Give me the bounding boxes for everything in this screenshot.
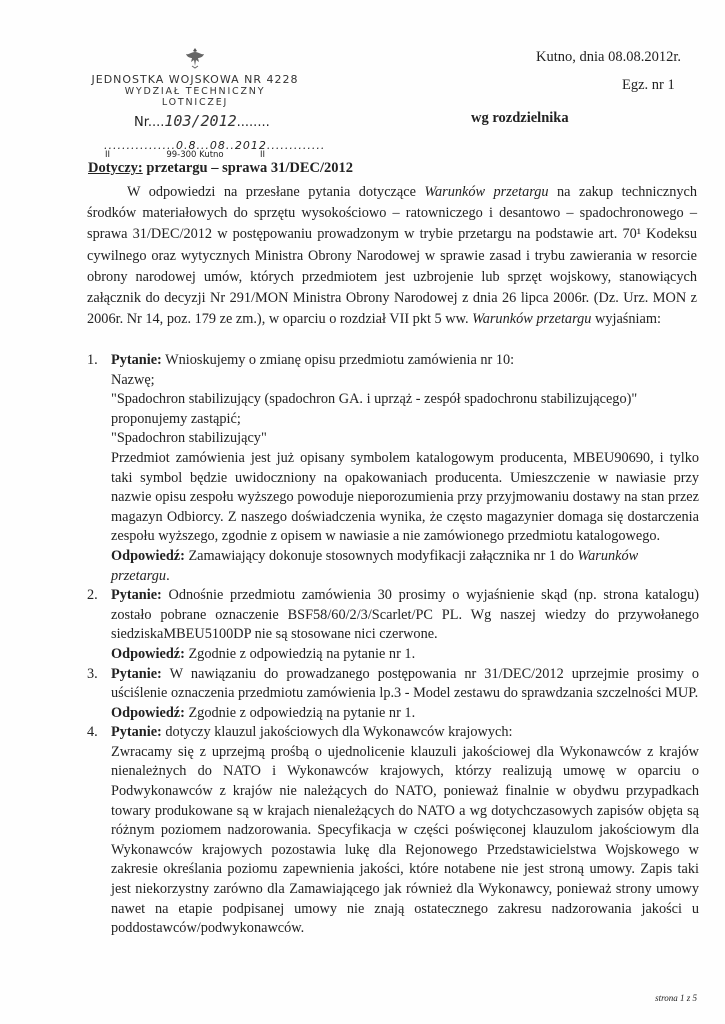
subject-text: przetargu – sprawa 31/DEC/2012 [142,160,354,176]
reference-number [134,112,270,130]
answer-italic: Warunków przetargu [111,547,639,584]
item-line: "Spadochron stabilizujący" [111,430,267,447]
page-number: strona 1 z 5 [655,993,697,1003]
intro-paragraph [87,182,697,330]
question-text: dotyczy klauzul jakościowych dla Wykonawców krajowych: [161,724,513,741]
postal-right: II [259,150,265,160]
subject-line [88,160,353,177]
answer-end: . [166,567,170,584]
intro-italic-1: Warunków przetargu [424,184,549,200]
item-number: 3. [87,665,98,682]
answer-text: Zgodnie z odpowiedzią na pytanie nr 1. [184,645,416,662]
letterhead-stamp [90,46,300,108]
postal-code: 99-300 Kutno [166,150,224,160]
answer-text: Zgodnie z odpowiedzią na pytanie nr 1. [184,704,416,721]
copy-number: Egz. nr 1 [622,77,675,93]
subject-label: Dotyczy: [88,160,143,176]
question-label: Pytanie: [111,587,162,604]
item-line: Nazwę; [111,371,155,388]
item-number: 4. [87,724,98,741]
intro-text-1: W odpowiedzi na przesłane pytania dotyczące [127,184,425,200]
department-name: WYDZIAŁ TECHNICZNY LOTNICZEJ [124,86,266,108]
answer-label: Odpowiedź: [111,704,185,721]
postal-left: II [105,150,111,160]
distribution-note: wg rozdzielnika [471,110,569,126]
unit-name: JEDNOSTKA WOJSKOWA NR 4228 [91,73,299,86]
answer-text: Zamawiający dokonuje stosownych modyfikacji załącznika nr 1 do [184,547,578,564]
item-line: proponujemy zastąpić; [111,410,241,427]
list-item [87,586,699,664]
questions-list [87,351,699,939]
reference-prefix: Nr.... [134,115,165,130]
intro-italic-2: Warunków przetargu [472,311,592,328]
question-label: Pytanie: [111,352,162,368]
item-line: "Spadochron stabilizujący (spadochron GA. i uprząż - zespół spadochronu stabilizującego)" [111,391,638,408]
item-number: 1. [87,352,98,368]
question-label: Pytanie: [111,724,162,741]
reference-suffix: ........ [236,115,270,130]
item-number: 2. [87,587,98,604]
question-text: Wnioskujemy o zmianę opisu przedmiotu zamówienia nr 10: [161,352,515,368]
question-label: Pytanie: [111,665,162,682]
reference-handwritten: 103/2012 [164,112,237,130]
question-text: Odnośnie przedmiotu zamówienia 30 prosimy o wyjaśnienie skąd (np. strona katalogu) zostało pobrane oznaczenie BSF58/60/2/3/Scarlet/PC PL. Wg naszej wiedzy do przywołanego siedziskaMBEU5100DP nie są stosowane nici czerwone. [111,587,699,643]
item-line: Przedmiot zamówienia jest już opisany symbolem katalogowym producenta, MBEU90690, i tylko taki symbol będzie uwidoczniony na opakowaniach producenta. Umieszczenie w nawiasie przy nazwie opisu zespołu wyższego powoduje nieporozumienia przy przyjmowaniu dostawy na stan przez magazyn Odbiorcy. Z naszego doświadczenia wynika, że często magazynier domaga się dostarczenia zespołu wyższego, zgodnie z opisem w nawiasie a nie zamówionego przedmiotu katalogowego. [111,449,699,545]
intro-text-3: wyjaśniam: [591,311,661,328]
place-date: Kutno, dnia 08.08.2012r. [536,49,681,65]
postal-stamp [105,150,265,160]
item-body: Zwracamy się z uprzejmą prośbą o ujednolicenie klauzuli jakościowej dla Wykonawców z krajów nienależnych do NATO i Wykonawców krajowych, którzy realizują umowę w oparciu o Podwykonawców z krajów nie należących do NATO, ponieważ finalnie w obydwu przypadkach towary produkowane są w krajach nienależących do NATO a wg dotychczasowych zapisów objęta są różnym poziomem nadzorowania. Specyfikacja w części poświęconej klauzulom jakościowym dla Wykonawców krajowych pozostawia lukę dla Rejonowego Przedstawicielstwa Wojskowego w zakresie określania poziomu zapewnienia jakości, które notabene nie jest stroną umowy. Zapis taki jest niekorzystny zarówno dla Zamawiającego jak również dla Wykonawcy, ponieważ strony umowy nawet na etapie podpisanej umowy nie znają ostatecznego zakresu nadzorowania jakości u poddostawców/podwykonawców. [111,743,699,937]
intro-text-2: na zakup technicznych środków materiałowych do sprzętu wysokościowo – ratowniczego i desantowo – spadochronowego – sprawa 31/DEC/2012 w postępowaniu prowadzonym w trybie przetargu na podstawie art. 70¹ Kodeksu cywilnego oraz wytycznych Ministra Obrony Narodowej w sprawie zasad i trybu zawierania w resorcie obrony narodowej umów, których przedmiotem jest uzbrojenie lub sprzęt wojskowy, stanowiących załącznik do decyzji Nr 291/MON Ministra Obrony Narodowej z dnia 26 lipca 2006r. (Dz. Urz. MON z 2006r. Nr 14, poz. 179 ze zm.), w oparciu o rozdział VII pkt 5 ww. [87,184,697,328]
eagle-emblem-icon [182,46,208,70]
answer-label: Odpowiedź: [111,645,185,662]
list-item [87,665,699,724]
question-text: W nawiązaniu do prowadzanego postępowania nr 31/DEC/2012 uprzejmie prosimy o uściślenie oznaczenia przedmiotu zamówienia lp.3 - Model zestawu do sprawdzania szczelności MUP. [111,665,699,702]
list-item [87,723,699,939]
date-stamp-value: ................0.8...08..2012............. [104,139,326,152]
list-item [87,351,699,586]
answer-label: Odpowiedź: [111,547,185,564]
